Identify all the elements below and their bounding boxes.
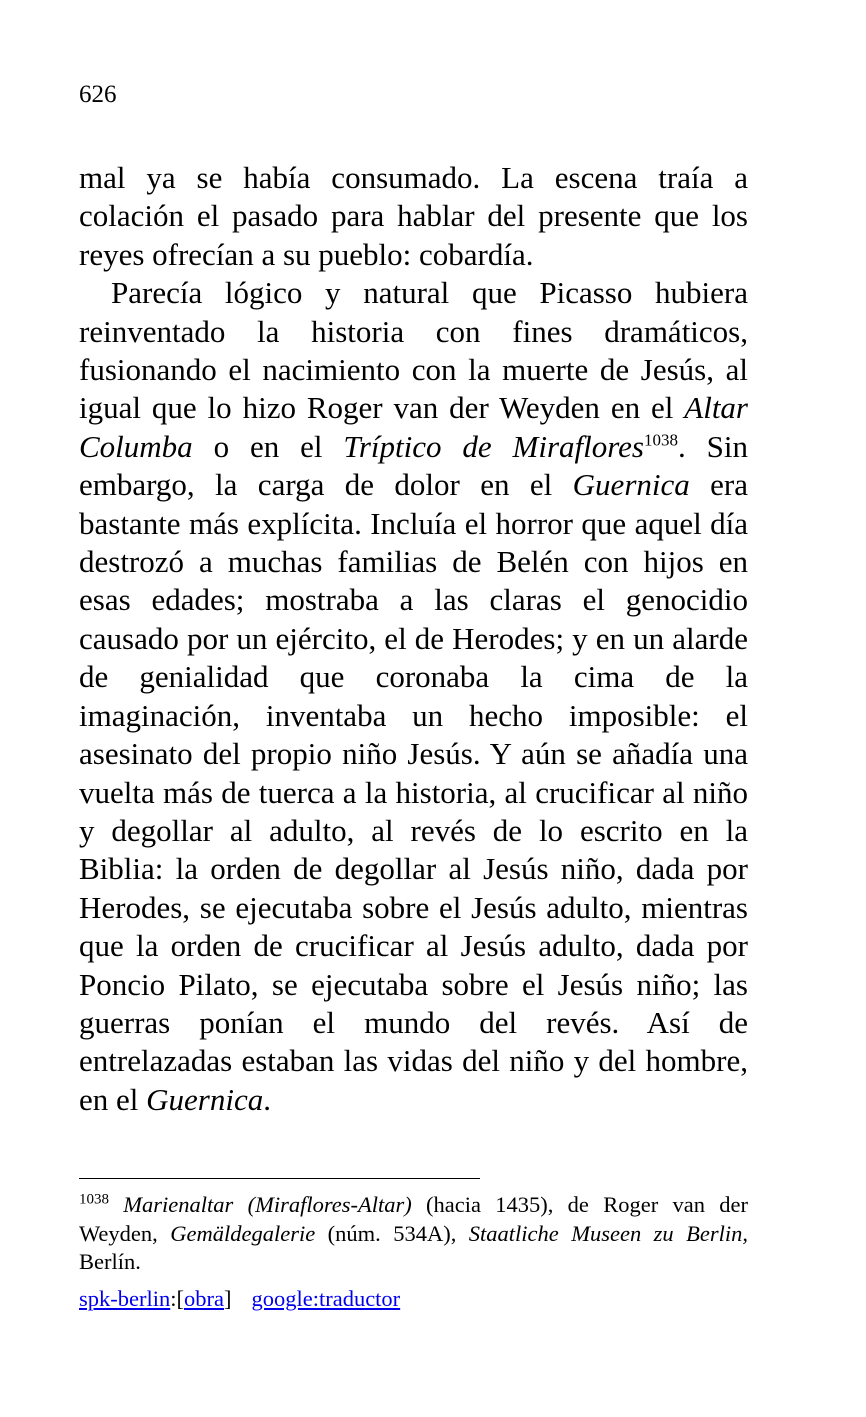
spk-berlin-link[interactable]: spk-berlin bbox=[79, 1286, 171, 1311]
paragraph-2-text-3: . Sin embargo, la carga de dolor en el bbox=[79, 428, 748, 503]
footnote-italic-staatliche: Staatliche Museen zu Berlin, bbox=[468, 1220, 748, 1246]
link-separator-close: ] bbox=[223, 1286, 232, 1311]
footnote-reference: 1038 bbox=[644, 430, 678, 450]
footnote-italic-gemaldegalerie: Gemäldegalerie bbox=[170, 1220, 316, 1246]
paragraph-2-text-5: . bbox=[263, 1081, 271, 1117]
google-traductor-link[interactable]: google:traductor bbox=[251, 1286, 401, 1311]
italic-triptico-miraflores: Tríptico de Miraflores bbox=[343, 428, 644, 464]
obra-link[interactable]: obra bbox=[183, 1286, 224, 1311]
footnote-text-1: (hacia 1435), de Roger van der Weyden, bbox=[79, 1192, 748, 1246]
footnote-number: 1038 bbox=[79, 1191, 109, 1208]
body-text bbox=[79, 159, 748, 1119]
paragraph-2-text-1: Parecía lógico y natural que Picasso hubiera reinventado la historia con fines dramáticos, fusionando el nacimiento con la muerte de Jesús, al igual que lo hizo Roger van der Weyden en el bbox=[79, 275, 748, 426]
paragraph-2-text-4: era bastante más explícita. Incluía el horror que aquel día destrozó a muchas familias de Belén con hijos en esas edades; mostraba a las claras el genocidio causado por un ejército, el de Herodes; y en un alarde de genialidad que coronaba la cima de la imaginación, inventaba un hecho imposible: el asesinato del propio niño Jesús. Y aún se añadía una vuelta más de tuerca a la historia, al crucificar al niño y degollar al adulto, al revés de lo escrito en la Biblia: la orden de degollar al Jesús niño, dada por Herodes, se ejecutaba sobre el Jesús adulto, mientras que la orden de crucificar al Jesús adulto, dada por Poncio Pilato, se ejecutaba sobre el Jesús niño; las guerras ponían el mundo del revés. Así de entrelazadas estaban las vidas del niño y del hombre, en el bbox=[79, 467, 749, 1117]
footnote-links bbox=[79, 1285, 400, 1313]
link-separator-open: :[ bbox=[170, 1286, 184, 1311]
footnote-italic-marienaltar: Marienaltar (Miraflores-Altar) bbox=[123, 1192, 412, 1217]
footnote bbox=[79, 1191, 748, 1277]
italic-guernica-final: Guernica bbox=[146, 1081, 264, 1117]
paragraph-1: mal ya se había consumado. La escena traía a colación el pasado para hablar del presente que los reyes ofrecían a su pueblo: cobardía. bbox=[79, 160, 748, 272]
paragraph-2 bbox=[79, 274, 748, 1119]
footnote-divider bbox=[79, 1178, 480, 1179]
italic-altar-columba: Altar Columba bbox=[79, 390, 748, 464]
paragraph-2-text-2: o en el bbox=[192, 428, 344, 464]
page-number: 626 bbox=[79, 81, 117, 108]
footnote-text-3: Berlín. bbox=[79, 1249, 141, 1274]
italic-guernica: Guernica bbox=[572, 467, 690, 503]
footnote-text-2: (núm. 534A), bbox=[315, 1220, 469, 1246]
